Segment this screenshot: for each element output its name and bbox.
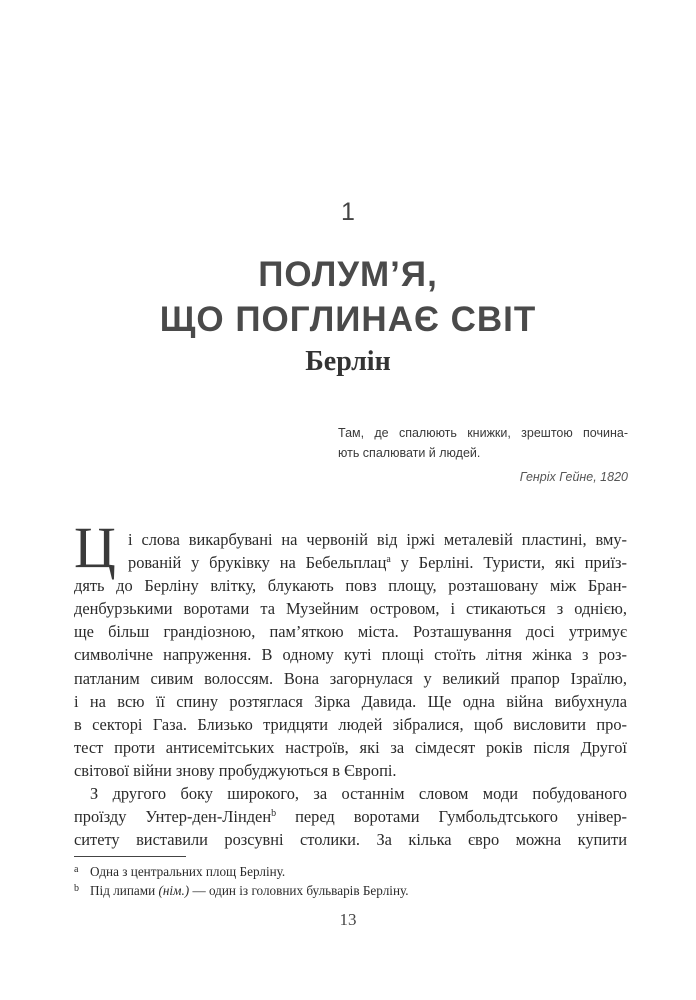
body-text [74, 528, 627, 851]
footnote: a Одна з центральних площ Берліну. [74, 864, 286, 879]
body-line: ще більш грандіозною, пам’яткою міста. Розташування досі утримує [74, 622, 627, 642]
body-line: і на всю її спину розтяглася Зірка Давида. Ще одна війна вибухнула [74, 691, 627, 711]
epigraph-attribution: Генріх Гейне, 1820 [519, 470, 628, 484]
body-line-text: перед воротами Гумбольдтського універ- [276, 807, 627, 827]
body-line: денбурзькими воротами та Музейним островом, і стикаються з однією, [74, 599, 627, 619]
footnote-text-italic: (нім.) [158, 883, 190, 898]
footnote-divider [74, 856, 186, 857]
chapter-number: 1 [341, 198, 355, 226]
epigraph-line: ють спалювати й людей. [338, 446, 481, 460]
chapter-place: Берлін [305, 346, 391, 377]
epigraph-line: Там, де спалюють книжки, зрештою почина- [338, 426, 628, 440]
chapter-title-line: ПОЛУМ’Я, [258, 255, 438, 294]
footnote-text: — один із головних бульварів Берліну. [189, 883, 409, 898]
footnote-ref: a [386, 554, 391, 566]
body-line: ситету виставили розсувні столики. За кілька євро можна купити [74, 830, 627, 850]
chapter-title [0, 252, 696, 342]
footnote-ref: b [271, 808, 277, 820]
drop-cap: Ц [74, 515, 116, 580]
footnote-text: Одна з центральних площ Берліну. [90, 864, 286, 879]
body-line: світової війни знову пробуджуються в Європі. [74, 760, 397, 780]
body-line [74, 805, 627, 828]
body-line: в секторі Газа. Близько тридцяти людей зібралися, щоб висловити про- [74, 714, 627, 734]
body-line: дять до Берліну влітку, блукають повз площу, розташовану між Бран- [74, 576, 627, 596]
body-line: і слова викарбувані на червоній від іржі металевій пластині, вму- [128, 530, 627, 549]
body-line [74, 551, 627, 574]
body-line-text: рованій у бруківку на Бебельплац [128, 553, 387, 573]
page-number: 13 [339, 910, 357, 929]
chapter-title-line: ЩО ПОГЛИНАЄ СВІТ [159, 300, 537, 339]
body-line: символічне напруження. В одному куті площі стоїть літня жінка з роз- [74, 645, 627, 665]
body-line-text: у Берліні. Туристи, які приїз- [390, 553, 627, 573]
body-line: З другого боку широкого, за останнім словом моди побудованого [90, 784, 627, 804]
footnote: b Під липами (нім.) — один із головних бульварів Берліну. [74, 883, 409, 898]
footnote-text: Під липами [90, 883, 159, 898]
epigraph [338, 423, 628, 463]
body-line: тест проти антисемітських настроїв, які за сімдесят років після Другої [74, 737, 627, 757]
footnotes [74, 862, 627, 900]
body-line-text: проїзду Унтер-ден-Лінден [74, 807, 272, 827]
body-line: патланим сивим волоссям. Вона загорнулася у великий прапор Ізраїлю, [74, 668, 627, 688]
